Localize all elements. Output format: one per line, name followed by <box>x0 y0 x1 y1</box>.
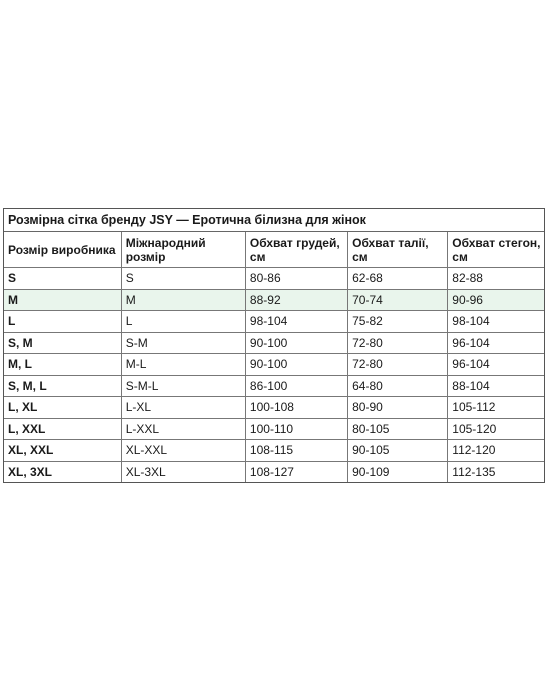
cell-maker-size: L, XL <box>4 397 121 419</box>
cell-waist: 80-105 <box>348 418 448 440</box>
cell-intl-size: S-M-L <box>121 375 245 397</box>
cell-waist: 62-68 <box>348 268 448 290</box>
cell-waist: 72-80 <box>348 332 448 354</box>
cell-intl-size: L <box>121 311 245 333</box>
cell-bust: 108-127 <box>245 461 347 482</box>
cell-bust: 90-100 <box>245 332 347 354</box>
header-maker-size: Розмір виробника <box>4 232 121 268</box>
header-hips: Обхват стегон, см <box>448 232 544 268</box>
size-table <box>4 232 544 482</box>
cell-waist: 90-109 <box>348 461 448 482</box>
table-row <box>4 268 544 290</box>
header-bust: Обхват грудей, см <box>245 232 347 268</box>
cell-hips: 82-88 <box>448 268 544 290</box>
cell-intl-size: L-XXL <box>121 418 245 440</box>
cell-hips: 105-120 <box>448 418 544 440</box>
cell-waist: 80-90 <box>348 397 448 419</box>
table-row <box>4 311 544 333</box>
cell-maker-size: S, M <box>4 332 121 354</box>
cell-intl-size: S <box>121 268 245 290</box>
cell-hips: 98-104 <box>448 311 544 333</box>
cell-bust: 100-108 <box>245 397 347 419</box>
size-chart <box>3 208 545 483</box>
cell-waist: 64-80 <box>348 375 448 397</box>
cell-waist: 70-74 <box>348 289 448 311</box>
cell-maker-size: S, M, L <box>4 375 121 397</box>
cell-maker-size: S <box>4 268 121 290</box>
cell-intl-size: L-XL <box>121 397 245 419</box>
cell-bust: 90-100 <box>245 354 347 376</box>
table-row <box>4 418 544 440</box>
table-row <box>4 461 544 482</box>
table-row <box>4 354 544 376</box>
cell-waist: 90-105 <box>348 440 448 462</box>
cell-maker-size: M, L <box>4 354 121 376</box>
cell-hips: 90-96 <box>448 289 544 311</box>
cell-maker-size: L <box>4 311 121 333</box>
cell-maker-size: XL, XXL <box>4 440 121 462</box>
table-row-highlighted <box>4 289 544 311</box>
table-row <box>4 397 544 419</box>
cell-bust: 98-104 <box>245 311 347 333</box>
header-row <box>4 232 544 268</box>
header-waist: Обхват талії, см <box>348 232 448 268</box>
cell-bust: 88-92 <box>245 289 347 311</box>
cell-maker-size: XL, 3XL <box>4 461 121 482</box>
cell-bust: 100-110 <box>245 418 347 440</box>
cell-waist: 75-82 <box>348 311 448 333</box>
cell-intl-size: S-M <box>121 332 245 354</box>
cell-intl-size: M <box>121 289 245 311</box>
table-row <box>4 440 544 462</box>
table-row <box>4 332 544 354</box>
cell-hips: 112-135 <box>452 464 496 479</box>
cell-maker-size: L, XXL <box>4 418 121 440</box>
cell-bust: 80-86 <box>245 268 347 290</box>
cell-bust: 108-115 <box>245 440 347 462</box>
header-intl-size: Міжнародний розмір <box>121 232 245 268</box>
cell-waist: 72-80 <box>348 354 448 376</box>
chart-title: Розмірна сітка бренду JSY — Еротична білизна для жінок <box>4 209 544 232</box>
cell-maker-size: M <box>4 289 121 311</box>
cell-intl-size: XL-3XL <box>121 461 245 482</box>
cell-hips: 105-112 <box>448 397 544 419</box>
cell-intl-size: M-L <box>121 354 245 376</box>
cell-hips: 112-120 <box>448 440 544 462</box>
table-row <box>4 375 544 397</box>
cell-bust: 86-100 <box>245 375 347 397</box>
cell-intl-size: XL-XXL <box>121 440 245 462</box>
cell-hips: 96-104 <box>448 332 544 354</box>
cell-hips: 96-104 <box>448 354 544 376</box>
cell-hips: 88-104 <box>448 375 544 397</box>
